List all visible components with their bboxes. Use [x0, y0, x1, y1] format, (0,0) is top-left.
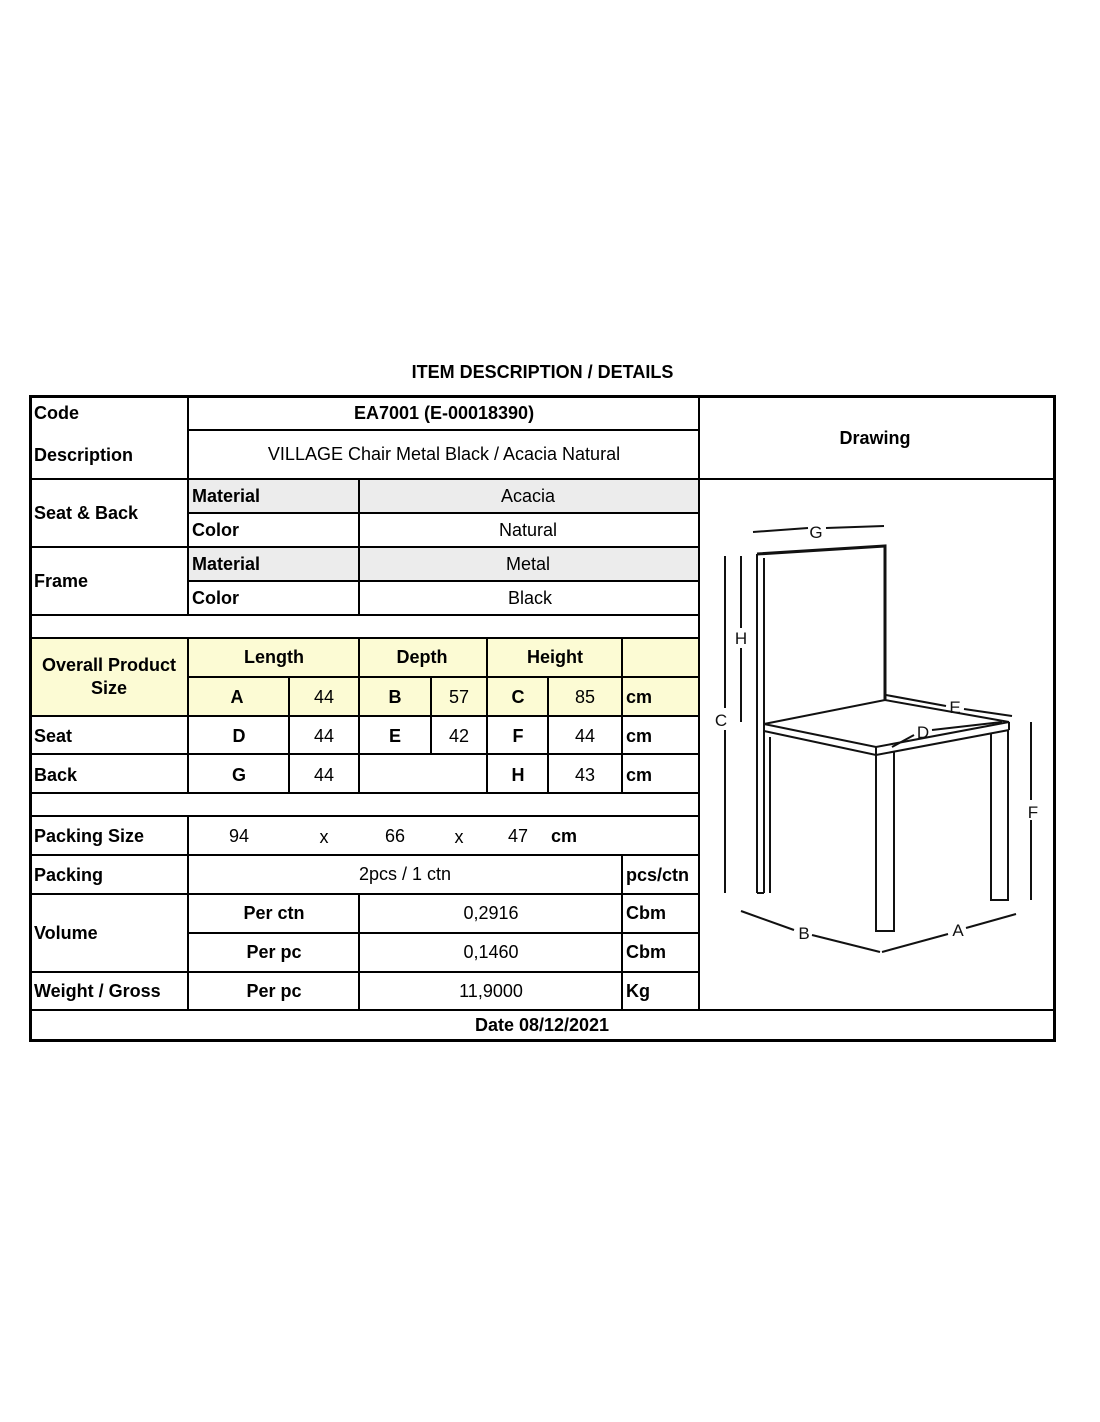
- document-title: ITEM DESCRIPTION / DETAILS: [411, 362, 674, 382]
- packing-unit: pcs/ctn: [626, 865, 690, 885]
- frame-color-label: Color: [192, 588, 239, 608]
- packing-size-unit: cm: [551, 826, 578, 846]
- depth-header: Depth: [396, 647, 448, 667]
- volume-per-pc-unit: Cbm: [626, 942, 666, 962]
- frame-material-label: Material: [192, 554, 261, 574]
- seat-back-color-label: Color: [192, 520, 239, 540]
- dim-f-value: 44: [574, 726, 596, 746]
- dim-b-value: 57: [448, 687, 470, 707]
- dim-e-value: 42: [448, 726, 470, 746]
- dim-a-label: A: [230, 687, 244, 707]
- seat-label: Seat: [34, 726, 73, 746]
- drawing-letter-b: B: [798, 924, 810, 943]
- code-label: Code: [34, 403, 79, 423]
- seat-unit: cm: [626, 726, 653, 746]
- overall-size-label-line1: Overall Product: [41, 655, 177, 675]
- dim-d-value: 44: [313, 726, 335, 746]
- dim-g-value: 44: [313, 765, 335, 785]
- volume-per-ctn-label: Per ctn: [243, 903, 305, 923]
- back-label: Back: [34, 765, 78, 785]
- dim-b-label: B: [388, 687, 402, 707]
- seat-back-color-value: Natural: [498, 520, 558, 540]
- drawing-letter-a: A: [952, 921, 964, 940]
- weight-per-pc-label: Per pc: [246, 981, 302, 1001]
- back-unit: cm: [626, 765, 653, 785]
- dim-a-value: 44: [313, 687, 335, 707]
- packing-size-label: Packing Size: [34, 826, 145, 846]
- volume-per-ctn-unit: Cbm: [626, 903, 666, 923]
- volume-label: Volume: [34, 923, 98, 943]
- dim-c-value: 85: [574, 687, 596, 707]
- drawing-letter-g: G: [809, 523, 823, 542]
- frame-label: Frame: [34, 571, 89, 591]
- drawing-letter-h: H: [734, 629, 748, 648]
- dim-c-label: C: [511, 687, 525, 707]
- description-value: VILLAGE Chair Metal Black / Acacia Natural: [267, 444, 621, 464]
- weight-unit: Kg: [626, 981, 650, 1001]
- code-value: EA7001 (E-00018390): [353, 403, 535, 423]
- packing-value: 2pcs / 1 ctn: [358, 864, 452, 884]
- packing-label: Packing: [34, 865, 104, 885]
- overall-size-label-line2: Size: [90, 678, 128, 698]
- length-header: Length: [244, 647, 304, 667]
- seat-back-label: Seat & Back: [34, 503, 139, 523]
- dim-d-label: D: [232, 726, 246, 746]
- dim-h-label: H: [511, 765, 525, 785]
- frame-material-shade: [188, 547, 699, 581]
- dim-g-label: G: [231, 765, 247, 785]
- packing-size-x2: x: [454, 827, 464, 847]
- seat-back-material-label: Material: [192, 486, 261, 506]
- dim-h-value: 43: [574, 765, 596, 785]
- drawing-letter-c: C: [714, 711, 728, 730]
- frame-color-value: Black: [507, 588, 553, 608]
- packing-size-width: 66: [384, 826, 406, 846]
- seat-back-material-value: Acacia: [500, 486, 556, 506]
- seat-back-material-shade: [188, 479, 699, 513]
- overall-unit: cm: [626, 687, 653, 707]
- packing-size-x1: x: [319, 827, 329, 847]
- chair-dimension-drawing: [700, 480, 1052, 1008]
- frame-material-value: Metal: [505, 554, 551, 574]
- packing-size-length: 94: [228, 826, 250, 846]
- description-label: Description: [34, 445, 134, 465]
- drawing-letter-e: E: [949, 698, 961, 717]
- drawing-letter-f: F: [1027, 803, 1039, 822]
- drawing-letter-d: D: [916, 723, 930, 742]
- weight-label: Weight / Gross: [34, 981, 161, 1001]
- volume-per-pc-label: Per pc: [246, 942, 302, 962]
- volume-per-ctn-value: 0,2916: [463, 903, 519, 923]
- drawing-label: Drawing: [839, 428, 911, 448]
- dim-e-label: E: [388, 726, 402, 746]
- volume-per-pc-value: 0,1460: [463, 942, 519, 962]
- date-text: Date 08/12/2021: [474, 1015, 610, 1035]
- weight-value: 11,9000: [459, 981, 523, 1001]
- dim-f-label: F: [512, 726, 524, 746]
- packing-size-height: 47: [507, 826, 529, 846]
- height-header: Height: [527, 647, 583, 667]
